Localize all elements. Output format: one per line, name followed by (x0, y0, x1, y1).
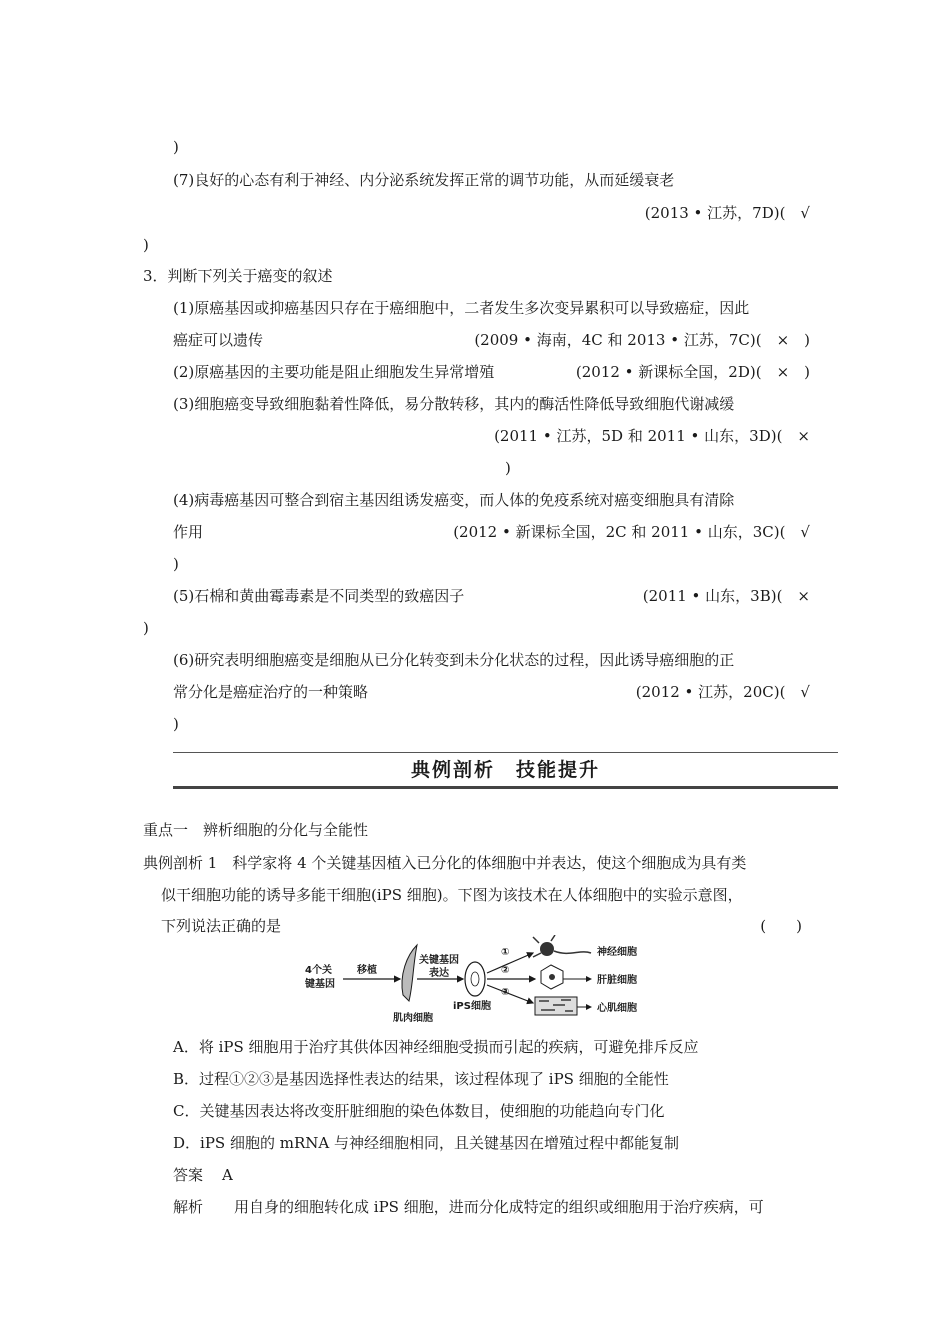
item7-source: (2013 • 江苏，7D)( √ (644, 204, 810, 222)
transplant-label: 移植 (357, 965, 377, 976)
liver-label: 肝脏细胞 (597, 975, 637, 986)
option-a: A．将 iPS 细胞用于治疗其供体因神经细胞受损而引起的疾病，可避免排斥反应 (173, 1038, 699, 1056)
key-point-heading: 重点一 辨析细胞的分化与全能性 (143, 821, 369, 839)
ips-label: iPS细胞 (453, 1001, 491, 1012)
item5-close-paren: ) (143, 619, 149, 637)
item1-line1: (1)原癌基因或抑癌基因只存在于癌细胞中，二者发生多次变异累积可以导致癌症，因此 (173, 299, 750, 317)
item6-close-paren-2: ) (173, 715, 179, 733)
heart-label: 心肌细胞 (597, 1003, 637, 1014)
nerve-label: 神经细胞 (597, 947, 637, 958)
express-label-1: 关键基因 (419, 955, 459, 966)
example-line3: 下列说法正确的是 (161, 917, 282, 935)
item4-close-paren: ) (173, 555, 179, 573)
step-1-label: ① (501, 947, 510, 958)
item7-close-paren: ) (143, 236, 149, 254)
item1-line2: 癌症可以遗传 (173, 331, 264, 349)
example-line2: 似干细胞功能的诱导多能干细胞(iPS 细胞)。下图为该技术在人体细胞中的实验示意图， (161, 886, 743, 904)
option-c: C．关键基因表达将改变肝脏细胞的染色体数目，使细胞的功能趋向专门化 (173, 1102, 665, 1120)
arrow-step-3 (487, 985, 533, 1003)
item3-source: (2011 • 江苏，5D 和 2011 • 山东，3D)( × (494, 427, 810, 445)
muscle-label: 肌肉细胞 (393, 1013, 433, 1024)
banner-rule-bottom (173, 786, 838, 789)
item2-source: (2012 • 新课标全国，2D)( × ) (575, 363, 810, 381)
section-3-heading: 3．判断下列关于癌变的叙述 (143, 267, 333, 285)
option-b: B．过程①②③是基因选择性表达的结果，该过程体现了 iPS 细胞的全能性 (173, 1070, 669, 1088)
step-3-label: ③ (501, 987, 510, 998)
step-2-label: ② (501, 965, 510, 976)
heart-cell-shape (535, 997, 577, 1015)
item7-text: (7)良好的心态有利于神经、内分泌系统发挥正常的调节功能，从而延缓衰老 (173, 171, 675, 189)
nerve-cell-shape (533, 935, 591, 957)
item3-close-paren: ) (505, 459, 511, 477)
muscle-cell-shape (402, 945, 417, 1001)
analysis-label: 解析 (173, 1198, 204, 1216)
example-line1: 典例剖析 1 科学家将 4 个关键基因植入已分化的体细胞中并表达，使这个细胞成为具有类 (143, 854, 747, 872)
item3-line1: (3)细胞癌变导致细胞黏着性降低，易分散转移，其内的酶活性降低导致细胞代谢减缓 (173, 395, 735, 413)
item1-source: (2009 • 海南，4C 和 2013 • 江苏，7C)( × ) (474, 331, 810, 349)
item6-line1: (6)研究表明细胞癌变是细胞从已分化转变到未分化状态的过程，因此诱导癌细胞的正 (173, 651, 735, 669)
item5-line1: (5)石棉和黄曲霉毒素是不同类型的致癌因子 (173, 587, 465, 605)
section-banner: 典例剖析 技能提升 (410, 759, 600, 781)
option-d: D．iPS 细胞的 mRNA 与神经细胞相同，且关键基因在增殖过程中都能复制 (173, 1134, 679, 1152)
item6-source: (2012 • 江苏，20C)( √ (635, 683, 810, 701)
express-label-2: 表达 (429, 968, 449, 979)
item4-line1: (4)病毒癌基因可整合到宿主基因组诱发癌变，而人体的免疫系统对癌变细胞具有清除 (173, 491, 735, 509)
genes-label-1: 4个关 (305, 965, 332, 976)
banner-rule-top (173, 752, 838, 753)
answer-blank: ( ) (760, 917, 802, 935)
item4-line2: 作用 (173, 523, 204, 541)
item5-source: (2011 • 山东，3B)( × (642, 587, 810, 605)
ips-diagram (295, 935, 655, 1027)
arrow-step-1 (487, 953, 533, 973)
item6-line2: 常分化是癌症治疗的一种策略 (173, 683, 369, 701)
genes-label-2: 键基因 (305, 979, 335, 990)
liver-cell-shape (541, 965, 563, 989)
item2-line1: (2)原癌基因的主要功能是阻止细胞发生异常增殖 (173, 363, 495, 381)
item6-close-paren: ) (173, 138, 179, 156)
answer-value: A (222, 1166, 233, 1184)
analysis-text: 用自身的细胞转化成 iPS 细胞，进而分化成特定的组织或细胞用于治疗疾病，可 (234, 1198, 764, 1216)
answer-label: 答案 (173, 1166, 204, 1184)
item4-source: (2012 • 新课标全国，2C 和 2011 • 山东，3C)( √ (453, 523, 810, 541)
